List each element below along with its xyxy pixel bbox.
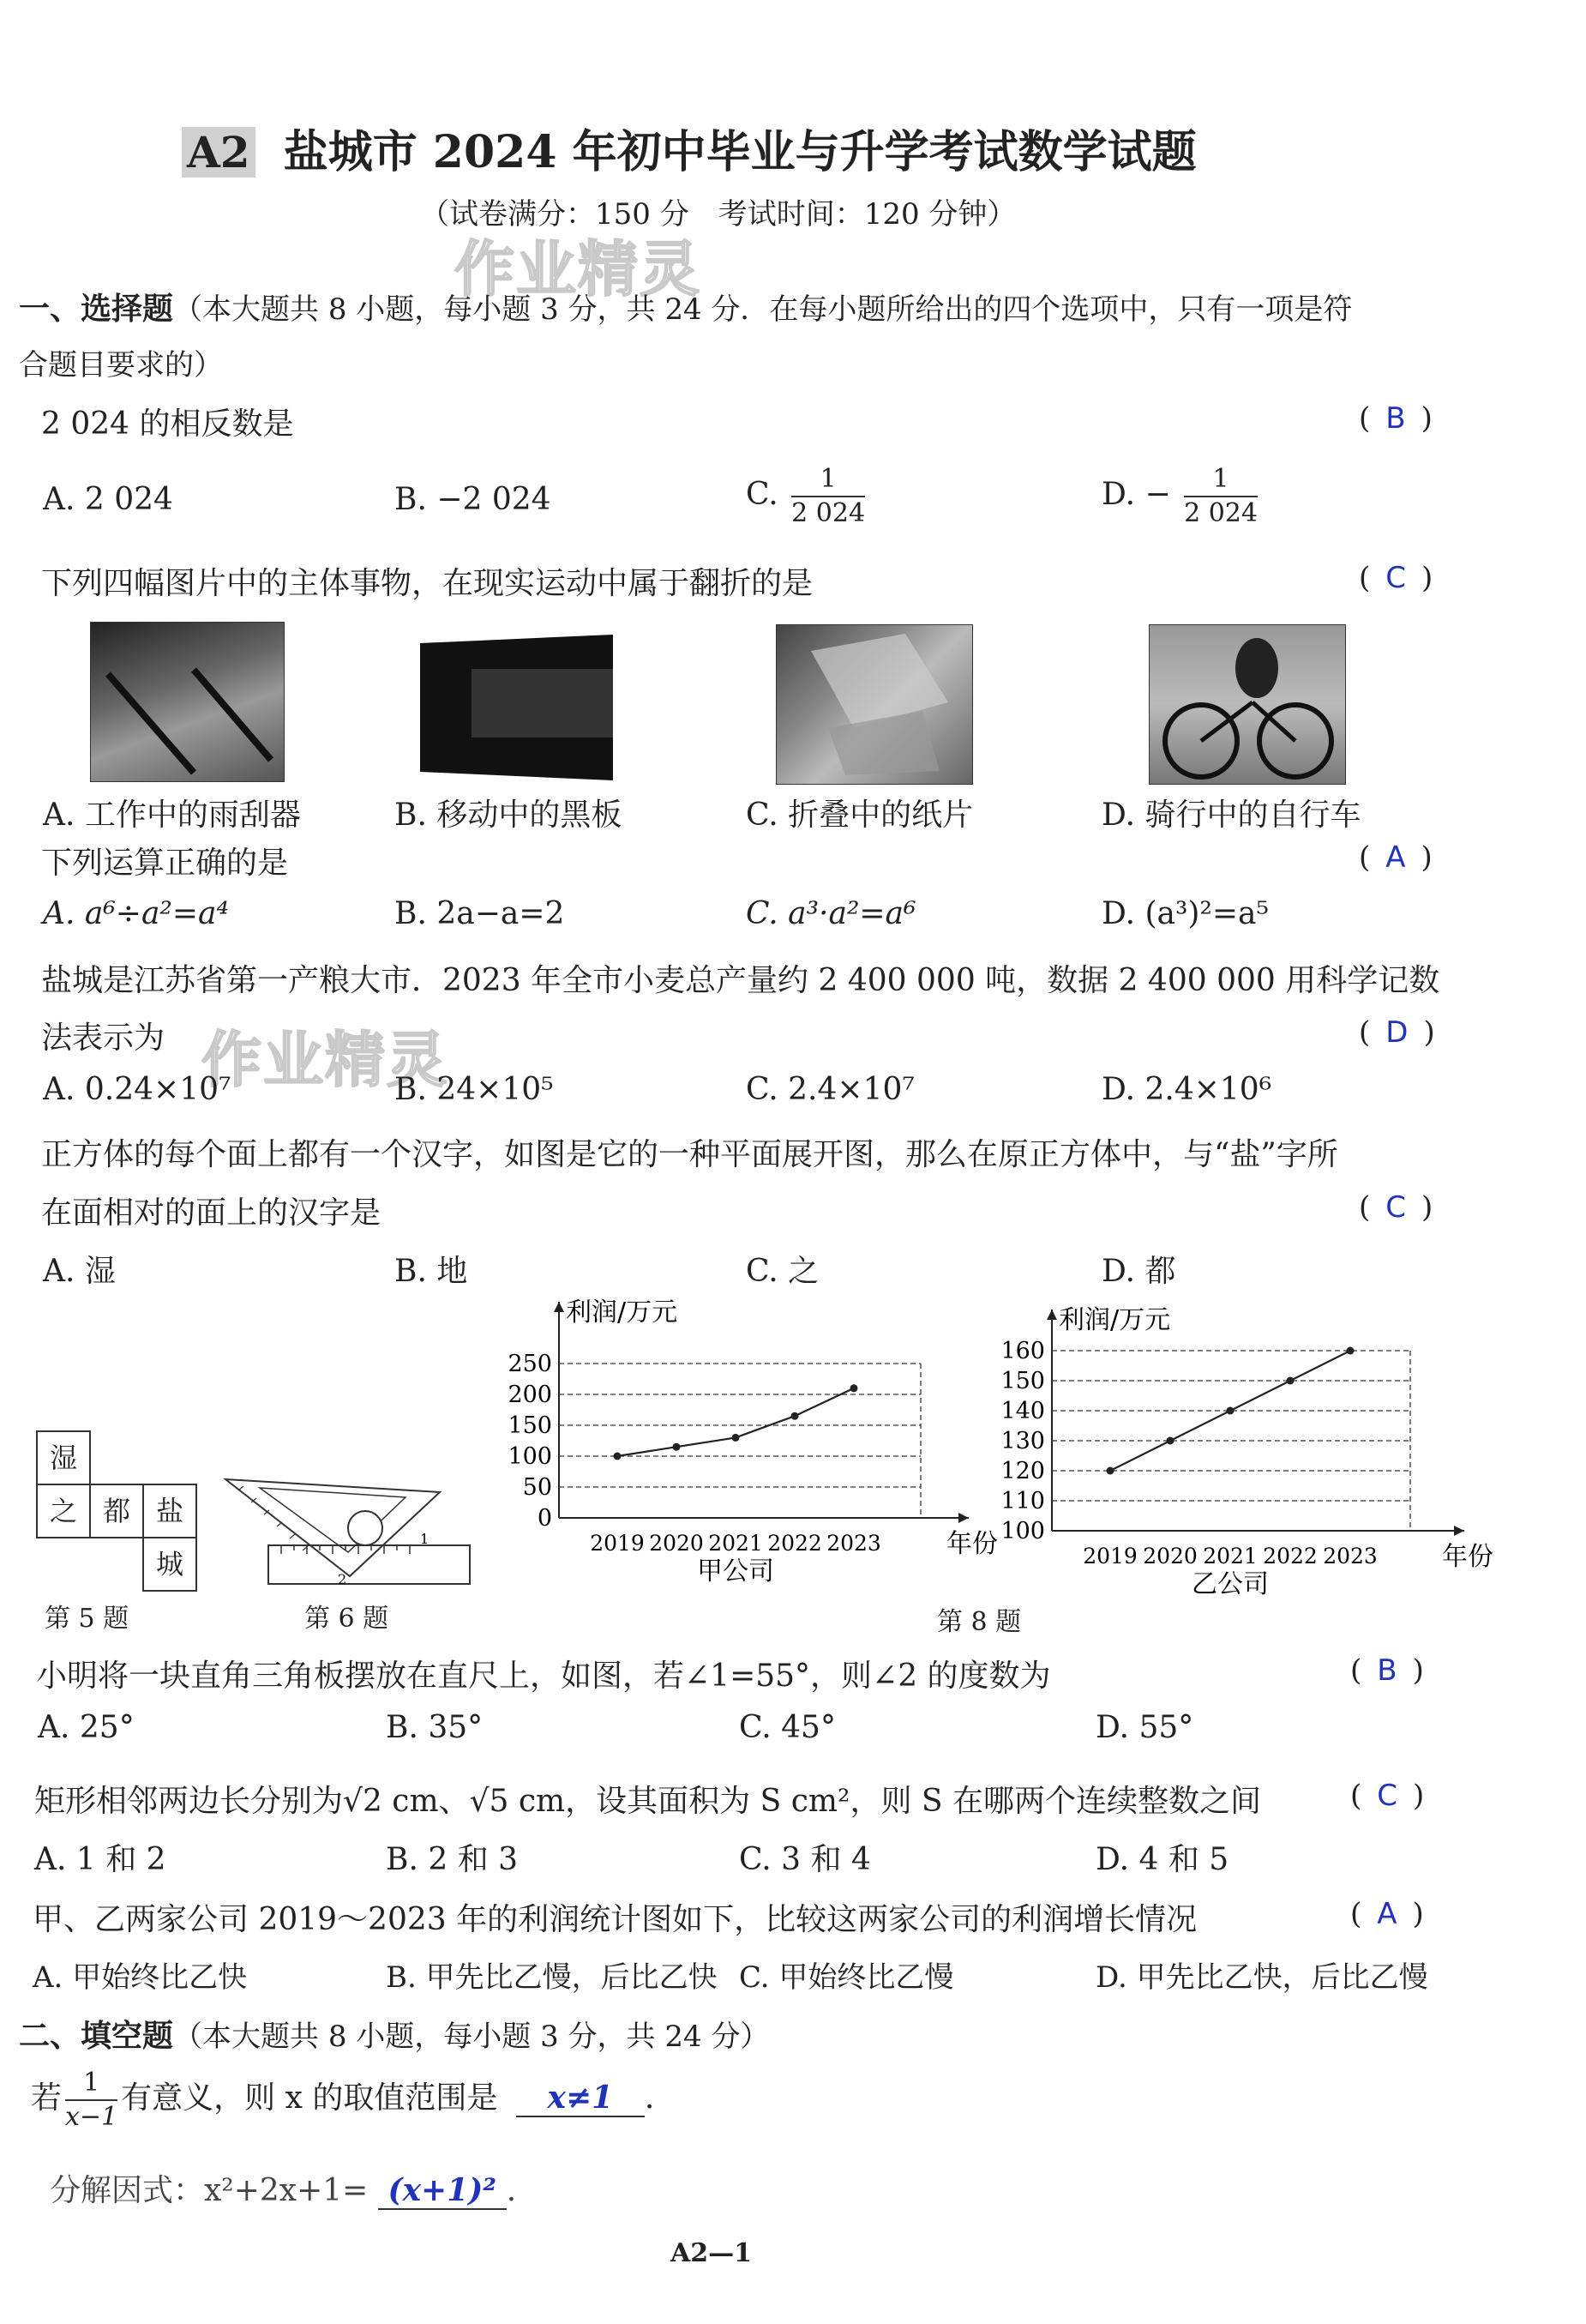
angle-1-mark: 1 <box>420 1531 430 1547</box>
q5-option-b: B. 地 <box>394 1254 468 1289</box>
section2-note: （本大题共 8 小题，每小题 3 分，共 24 分） <box>173 2020 770 2054</box>
exam-subtitle: （试卷满分：150 分 考试时间：120 分钟） <box>420 197 1017 232</box>
y-axis-arrow <box>554 1302 564 1312</box>
q2-stem: 下列四幅图片中的主体事物，在现实运动中属于翻折的是 <box>41 566 814 601</box>
q8-option-a: A. 甲始终比乙快 <box>33 1960 248 1995</box>
y-axis-label: 利润/万元 <box>1059 1305 1171 1335</box>
x-tick-label: 2019 <box>590 1531 645 1556</box>
chart-yi <box>990 1305 1493 1599</box>
y-tick-label: 0 <box>537 1505 552 1532</box>
q1-stem: 2 024 的相反数是 <box>41 406 294 442</box>
wiper-photo <box>90 622 285 782</box>
fig5-label: 第 5 题 <box>45 1604 129 1634</box>
watermark: 作业精灵 <box>201 1025 448 1095</box>
fill1-answer: x≠1 <box>547 2080 614 2116</box>
y-axis-arrow <box>1047 1310 1057 1320</box>
q2-option-a: A. 工作中的雨刮器 <box>43 798 301 833</box>
y-axis-label: 利润/万元 <box>566 1297 678 1328</box>
q7-option-d: D. 4 和 5 <box>1096 1842 1229 1877</box>
chart-title: 乙公司 <box>1192 1569 1269 1599</box>
x-tick-label: 2022 <box>767 1531 822 1556</box>
y-tick-label: 100 <box>1000 1518 1045 1544</box>
q5-option-d: D. 都 <box>1102 1254 1176 1289</box>
q2-option-b: B. 移动中的黑板 <box>394 798 622 833</box>
y-tick-label: 50 <box>522 1474 552 1501</box>
y-tick-label: 120 <box>1000 1458 1045 1484</box>
q8-option-b: B. 甲先比乙慢，后比乙快 <box>386 1960 718 1995</box>
q5-answer: ( C ) <box>1359 1190 1433 1225</box>
y-tick-label: 150 <box>1000 1368 1045 1394</box>
q3-option-d: D. (a³)²=a⁵ <box>1102 896 1269 931</box>
data-point <box>614 1453 622 1460</box>
q4-stem-line1: 盐城是江苏省第一产粮大市．2023 年全市小麦总产量约 2 400 000 吨，数据 2 400 000 用科学记数 <box>41 963 1440 998</box>
q1-option-a: A. 2 024 <box>43 482 173 517</box>
x-tick-label: 2023 <box>1323 1544 1378 1568</box>
cube-net-figure <box>26 1430 197 1593</box>
cube-face: 都 <box>89 1484 144 1538</box>
q8-answer: ( A ) <box>1350 1897 1424 1931</box>
y-tick-label: 110 <box>1000 1488 1045 1514</box>
section1-heading: 一、选择题 <box>19 292 174 327</box>
cube-face: 之 <box>36 1484 91 1538</box>
title-badge: A2 <box>182 127 255 178</box>
q1-option-c: C. $\frac{1}{2 024}$ <box>746 464 866 528</box>
y-tick-label: 100 <box>508 1443 552 1470</box>
cube-face: 盐 <box>142 1484 197 1538</box>
q6-option-d: D. 55° <box>1096 1710 1194 1745</box>
chart-title: 甲公司 <box>697 1556 774 1586</box>
y-tick-label: 140 <box>1000 1398 1045 1424</box>
data-point <box>673 1443 681 1451</box>
q1-option-b: B. −2 024 <box>394 482 551 517</box>
q3-option-b: B. 2a−a=2 <box>394 896 565 931</box>
q7-stem: 矩形相邻两边长分别为√2 cm、√5 cm，设其面积为 S cm²，则 S 在哪两个连续整数之间 <box>34 1784 1262 1819</box>
q5-option-c: C. 之 <box>746 1254 820 1289</box>
section2-heading: 二、填空题 <box>19 2019 174 2054</box>
blackboard-photo <box>420 635 613 780</box>
chart-jia <box>506 1295 998 1586</box>
q6-option-b: B. 35° <box>386 1710 484 1745</box>
q2-option-c: C. 折叠中的纸片 <box>746 798 974 833</box>
q4-stem-line2: 法表示为 <box>41 1021 165 1056</box>
exam-title <box>182 116 1197 180</box>
q7-option-a: A. 1 和 2 <box>34 1842 166 1877</box>
section1-header <box>19 285 1352 328</box>
triangle-ruler-figure <box>221 1475 478 1594</box>
x-tick-label: 2022 <box>1263 1544 1318 1568</box>
section1-line2: 合题目要求的） <box>19 348 223 382</box>
q4-option-c: C. 2.4×10⁷ <box>746 1072 915 1107</box>
q8-option-d: D. 甲先比乙快，后比乙慢 <box>1096 1960 1428 1995</box>
fig6-label: 第 6 题 <box>304 1604 389 1634</box>
data-point <box>1167 1437 1174 1445</box>
series-line <box>617 1388 854 1456</box>
q1-answer: ( B ) <box>1359 401 1433 436</box>
q5-option-a: A. 湿 <box>43 1254 116 1289</box>
q3-stem: 下列运算正确的是 <box>41 846 289 881</box>
q5-stem-line2: 在面相对的面上的汉字是 <box>41 1195 381 1231</box>
section1-line1: （本大题共 8 小题，每小题 3 分，共 24 分．在每小题所给出的四个选项中，只有一项是符 <box>173 292 1353 327</box>
data-point <box>850 1384 858 1392</box>
x-axis-arrow <box>958 1513 969 1523</box>
page-footer: A2—1 <box>670 2238 753 2268</box>
fill2: 分解因式：x²+2x+1= (x+1)² . <box>50 2172 517 2208</box>
title-text: 盐城市 2024 年初中毕业与升学考试数学试题 <box>283 126 1197 178</box>
y-tick-label: 250 <box>508 1351 552 1377</box>
section2-header <box>19 2012 769 2056</box>
bicycle-photo <box>1149 624 1346 785</box>
y-tick-label: 160 <box>1000 1338 1045 1364</box>
x-axis-label: 年份 <box>946 1529 998 1559</box>
folding-paper-photo <box>776 624 973 785</box>
q3-option-a: A. a⁶÷a²=a⁴ <box>43 896 229 931</box>
data-point <box>1227 1407 1235 1415</box>
q4-option-b: B. 24×10⁵ <box>394 1072 554 1107</box>
x-axis-arrow <box>1454 1526 1464 1536</box>
q7-answer: ( C ) <box>1350 1779 1425 1813</box>
q1-option-d: D. − $\frac{1}{2 024}$ <box>1102 464 1258 528</box>
q5-stem-line1: 正方体的每个面上都有一个汉字，如图是它的一种平面展开图，那么在原正方体中，与“盐”字所 <box>41 1137 1338 1172</box>
x-tick-label: 2021 <box>708 1531 763 1556</box>
fill2-answer: (x+1)² <box>387 2172 497 2208</box>
fill1: 若 $\frac{1}{x-1}$ 有意义，则 x 的取值范围是 x≠1 . <box>31 2068 655 2132</box>
fig8-label: 第 8 题 <box>937 1607 1022 1637</box>
q6-stem: 小明将一块直角三角板摆放在直尺上，如图，若∠1=55°，则∠2 的度数为 <box>36 1659 1051 1694</box>
x-tick-label: 2020 <box>1143 1544 1198 1568</box>
x-axis-label: 年份 <box>1442 1542 1493 1572</box>
q4-option-a: A. 0.24×10⁷ <box>43 1072 231 1107</box>
data-point <box>732 1434 740 1442</box>
q6-option-c: C. 45° <box>739 1710 836 1745</box>
cube-face: 湿 <box>36 1430 91 1485</box>
y-tick-label: 150 <box>508 1412 552 1439</box>
data-point <box>791 1412 799 1420</box>
q6-answer: ( B ) <box>1350 1653 1424 1688</box>
data-point <box>1287 1377 1295 1385</box>
q3-answer: ( A ) <box>1359 840 1433 875</box>
q7-option-b: B. 2 和 3 <box>386 1842 519 1877</box>
cube-face: 城 <box>142 1537 197 1592</box>
q2-option-d: D. 骑行中的自行车 <box>1102 798 1361 833</box>
x-tick-label: 2020 <box>649 1531 704 1556</box>
angle-2-mark: 2 <box>338 1571 347 1587</box>
x-tick-label: 2023 <box>826 1531 881 1556</box>
watermark: 作业精灵 <box>454 234 701 304</box>
data-point <box>1347 1347 1355 1355</box>
q7-option-c: C. 3 和 4 <box>739 1842 871 1877</box>
q4-option-d: D. 2.4×10⁶ <box>1102 1072 1272 1107</box>
y-tick-label: 200 <box>508 1382 552 1408</box>
q4-answer: ( D ) <box>1359 1015 1435 1050</box>
q2-answer: ( C ) <box>1359 561 1433 595</box>
x-tick-label: 2019 <box>1083 1544 1138 1568</box>
data-point <box>1107 1467 1114 1475</box>
y-tick-label: 130 <box>1000 1428 1045 1454</box>
q3-option-c: C. a³·a²=a⁶ <box>746 896 916 931</box>
q8-option-c: C. 甲始终比乙慢 <box>739 1960 954 1995</box>
q6-option-a: A. 25° <box>38 1710 135 1745</box>
x-tick-label: 2021 <box>1203 1544 1258 1568</box>
q8-stem: 甲、乙两家公司 2019～2023 年的利润统计图如下，比较这两家公司的利润增长情况 <box>33 1902 1198 1937</box>
